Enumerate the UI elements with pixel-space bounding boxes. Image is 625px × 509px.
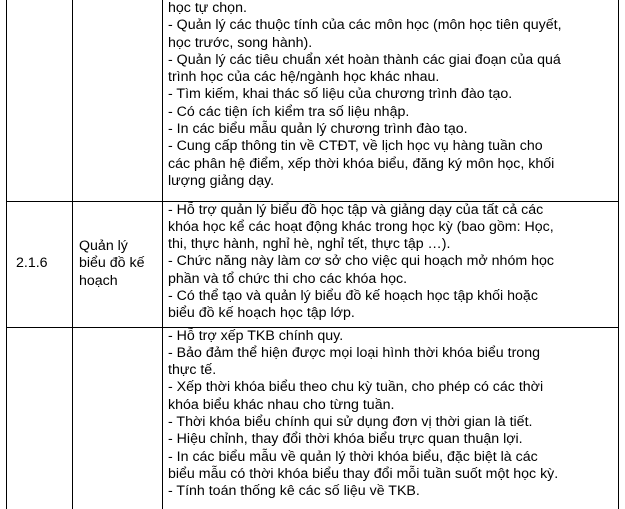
- content-line: - Tính toán thống kê các số liệu về TKB.: [168, 483, 420, 500]
- table-row: [7, 0, 619, 201]
- name-line: biểu đồ kế: [79, 255, 145, 272]
- content-line: các phân hệ điểm, xếp thời khóa biểu, đăng ký môn học, khối: [168, 155, 555, 172]
- content-line: - Bảo đảm thể hiện được mọi loại hình thời khóa biểu trong: [168, 344, 540, 361]
- content-line: - Quản lý các thuộc tính của các môn học (môn học tiên quyết,: [168, 17, 562, 34]
- content-line: phần và tổ chức thi cho các khóa học.: [168, 270, 408, 287]
- row-code-cell: [7, 327, 73, 509]
- content-line: - Hỗ trợ quản lý biểu đồ học tập và giảng dạy của tất cả các: [168, 201, 544, 218]
- content-line: - Thời khóa biểu chính qui sử dụng đơn vị thời gian là tiết.: [168, 413, 533, 430]
- table-row: [7, 327, 619, 509]
- content-line: - In các biểu mẫu quản lý chương trình đào tạo.: [168, 121, 468, 138]
- content-line: - Cung cấp thông tin về CTĐT, về lịch học vụ hàng tuần cho: [168, 138, 543, 155]
- row-code-cell: [7, 0, 73, 201]
- content-line: trình học của các hệ/ngành học khác nhau.: [168, 69, 440, 86]
- row-name-cell: [73, 0, 163, 201]
- content-line: học trước, song hành).: [168, 34, 313, 51]
- content-line: - Có các tiện ích kiểm tra số liệu nhập.: [168, 103, 410, 120]
- content-line: thực tế.: [168, 362, 217, 379]
- content-line: lượng giảng dạy.: [168, 172, 275, 189]
- content-line: - Có thể tạo và quản lý biểu đồ kế hoạch học tập khối hoặc: [168, 287, 538, 304]
- content-line: học tự chọn.: [168, 0, 247, 16]
- content-line: - Quản lý các tiêu chuẩn xét hoàn thành các giai đoạn của quá: [168, 51, 561, 68]
- row-code-cell: 2.1.6: [7, 201, 73, 327]
- row-content-cell: [163, 0, 619, 201]
- content-line: - Chức năng này làm cơ sở cho việc qui hoạch mở nhóm học: [168, 253, 554, 270]
- row-content-cell: [163, 327, 619, 509]
- content-line: - Tìm kiếm, khai thác số liệu của chương trình đào tạo.: [168, 86, 513, 103]
- content-line: - Hỗ trợ xếp TKB chính quy.: [168, 327, 344, 344]
- content-line: biểu đồ kế hoạch học tập lớp.: [168, 305, 355, 322]
- content-line: khóa biểu khác nhau cho từng tuần.: [168, 396, 395, 413]
- content-line: khóa học kể các hoạt động khác trong học kỳ (bao gồm: Học,: [168, 218, 554, 235]
- content-line: thi, thực hành, nghỉ hè, nghỉ tết, thực tập …).: [168, 236, 451, 253]
- content-line: biểu mẫu có thời khóa biểu thay đổi mỗi tuần suốt một học kỳ.: [168, 465, 559, 482]
- feature-table: [6, 0, 619, 509]
- row-name-cell: [73, 201, 163, 327]
- row-name-cell: [73, 327, 163, 509]
- table-row: [7, 201, 619, 327]
- content-line: - Xếp thời khóa biểu theo chu kỳ tuần, cho phép có các thời: [168, 379, 544, 396]
- content-line: - In các biểu mẫu về quản lý thời khóa biểu, đặc biệt là các: [168, 448, 538, 465]
- content-line: - Hiệu chỉnh, thay đổi thời khóa biểu trực quan thuận lợi.: [168, 431, 523, 448]
- name-line: Quản lý: [79, 238, 128, 255]
- name-line: hoạch: [79, 272, 118, 289]
- row-content-cell: [163, 201, 619, 327]
